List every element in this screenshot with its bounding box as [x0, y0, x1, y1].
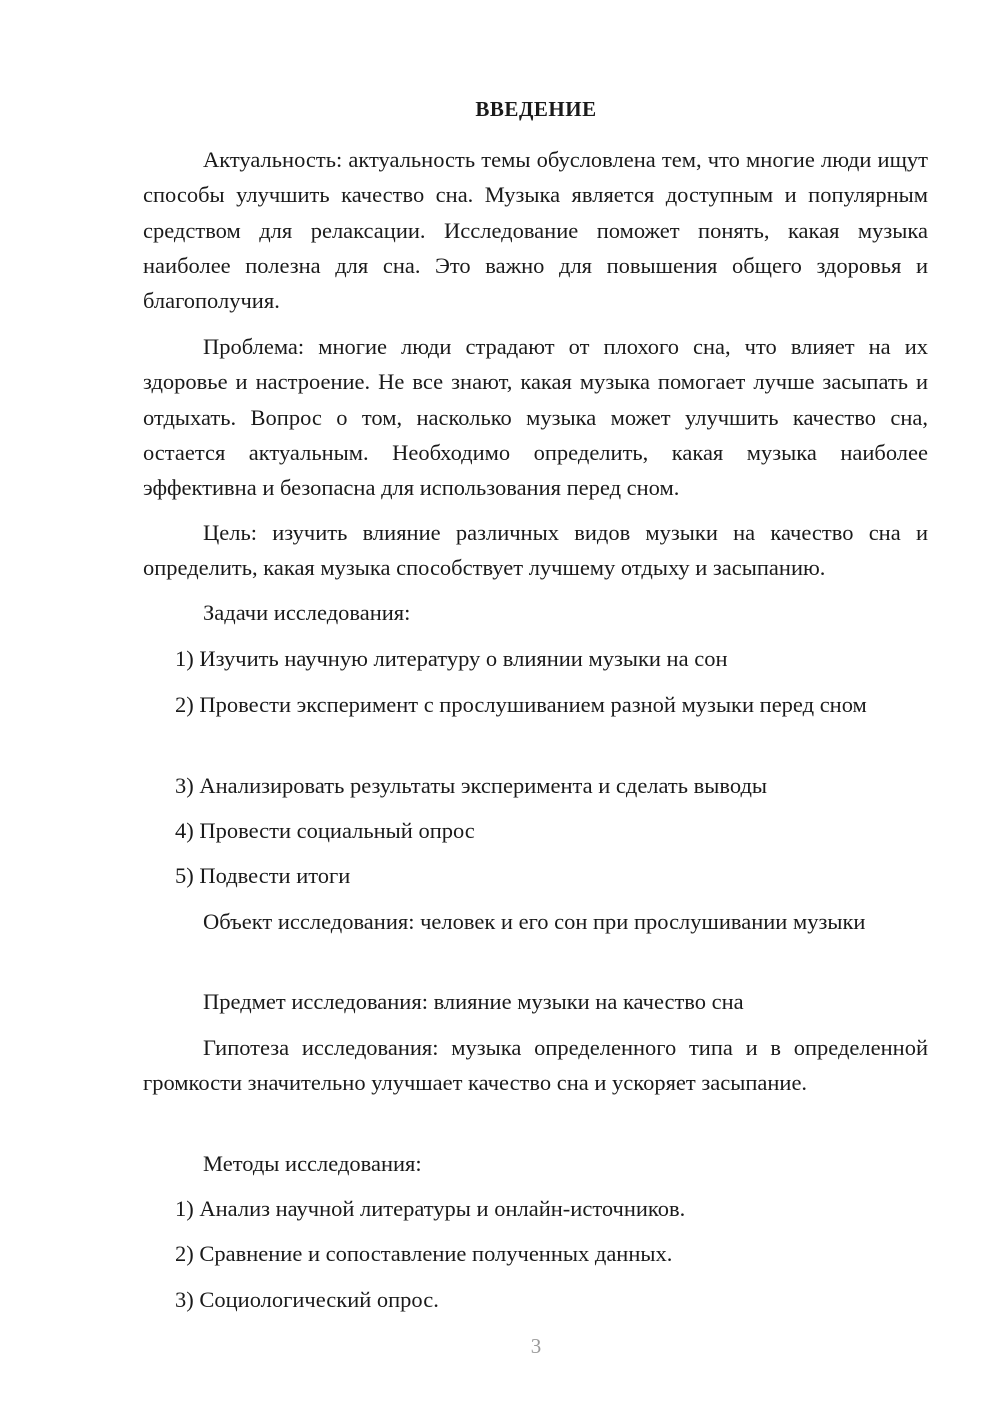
- section-title: ВВЕДЕНИЕ: [475, 97, 597, 121]
- methods-heading: Методы исследования:: [203, 1151, 422, 1176]
- method-item-1: 1) Анализ научной литературы и онлайн-источников.: [175, 1196, 686, 1221]
- task-item-2: 2) Провести эксперимент с прослушиванием разной музыки перед сном: [175, 692, 867, 717]
- task-item-4: 4) Провести социальный опрос: [175, 818, 475, 843]
- paragraph-problem: Проблема: многие люди страдают от плохого сна, что влияет на их здоровье и настроение. Не все знают, какая музыка помогает лучше засыпать и отдыхать. Вопрос о том, насколько музыка может улучшить качество сна, остается актуальным. Необходимо определить, какая музыка наиболее эффективна и безопасна для использования перед сном.: [143, 334, 928, 501]
- task-item-5: 5) Подвести итоги: [175, 863, 351, 888]
- tasks-heading: Задачи исследования:: [203, 600, 411, 625]
- page-number: 3: [530, 1334, 542, 1358]
- paragraph-subject: Предмет исследования: влияние музыки на качество сна: [203, 989, 744, 1014]
- paragraph-object: Объект исследования: человек и его сон при прослушивании музыки: [203, 909, 866, 934]
- task-item-3: 3) Анализировать результаты эксперимента и сделать выводы: [175, 773, 768, 798]
- task-item-1: 1) Изучить научную литературу о влиянии музыки на сон: [175, 646, 728, 671]
- paragraph-relevance: Актуальность: актуальность темы обусловлена тем, что многие люди ищут способы улучшить качество сна. Музыка является доступным и популярным средством для релаксации. Исследование поможет понять, какая музыка наиболее полезна для сна. Это важно для повышения общего здоровья и благополучия.: [143, 147, 928, 314]
- method-item-2: 2) Сравнение и сопоставление полученных данных.: [175, 1241, 673, 1266]
- paragraph-goal: Цель: изучить влияние различных видов музыки на качество сна и определить, какая музыка способствует лучшему отдыху и засыпанию.: [143, 520, 928, 581]
- method-item-3: 3) Социологический опрос.: [175, 1287, 439, 1312]
- paragraph-hypothesis: Гипотеза исследования: музыка определенного типа и в определенной громкости значительно улучшает качество сна и ускоряет засыпание.: [143, 1035, 928, 1096]
